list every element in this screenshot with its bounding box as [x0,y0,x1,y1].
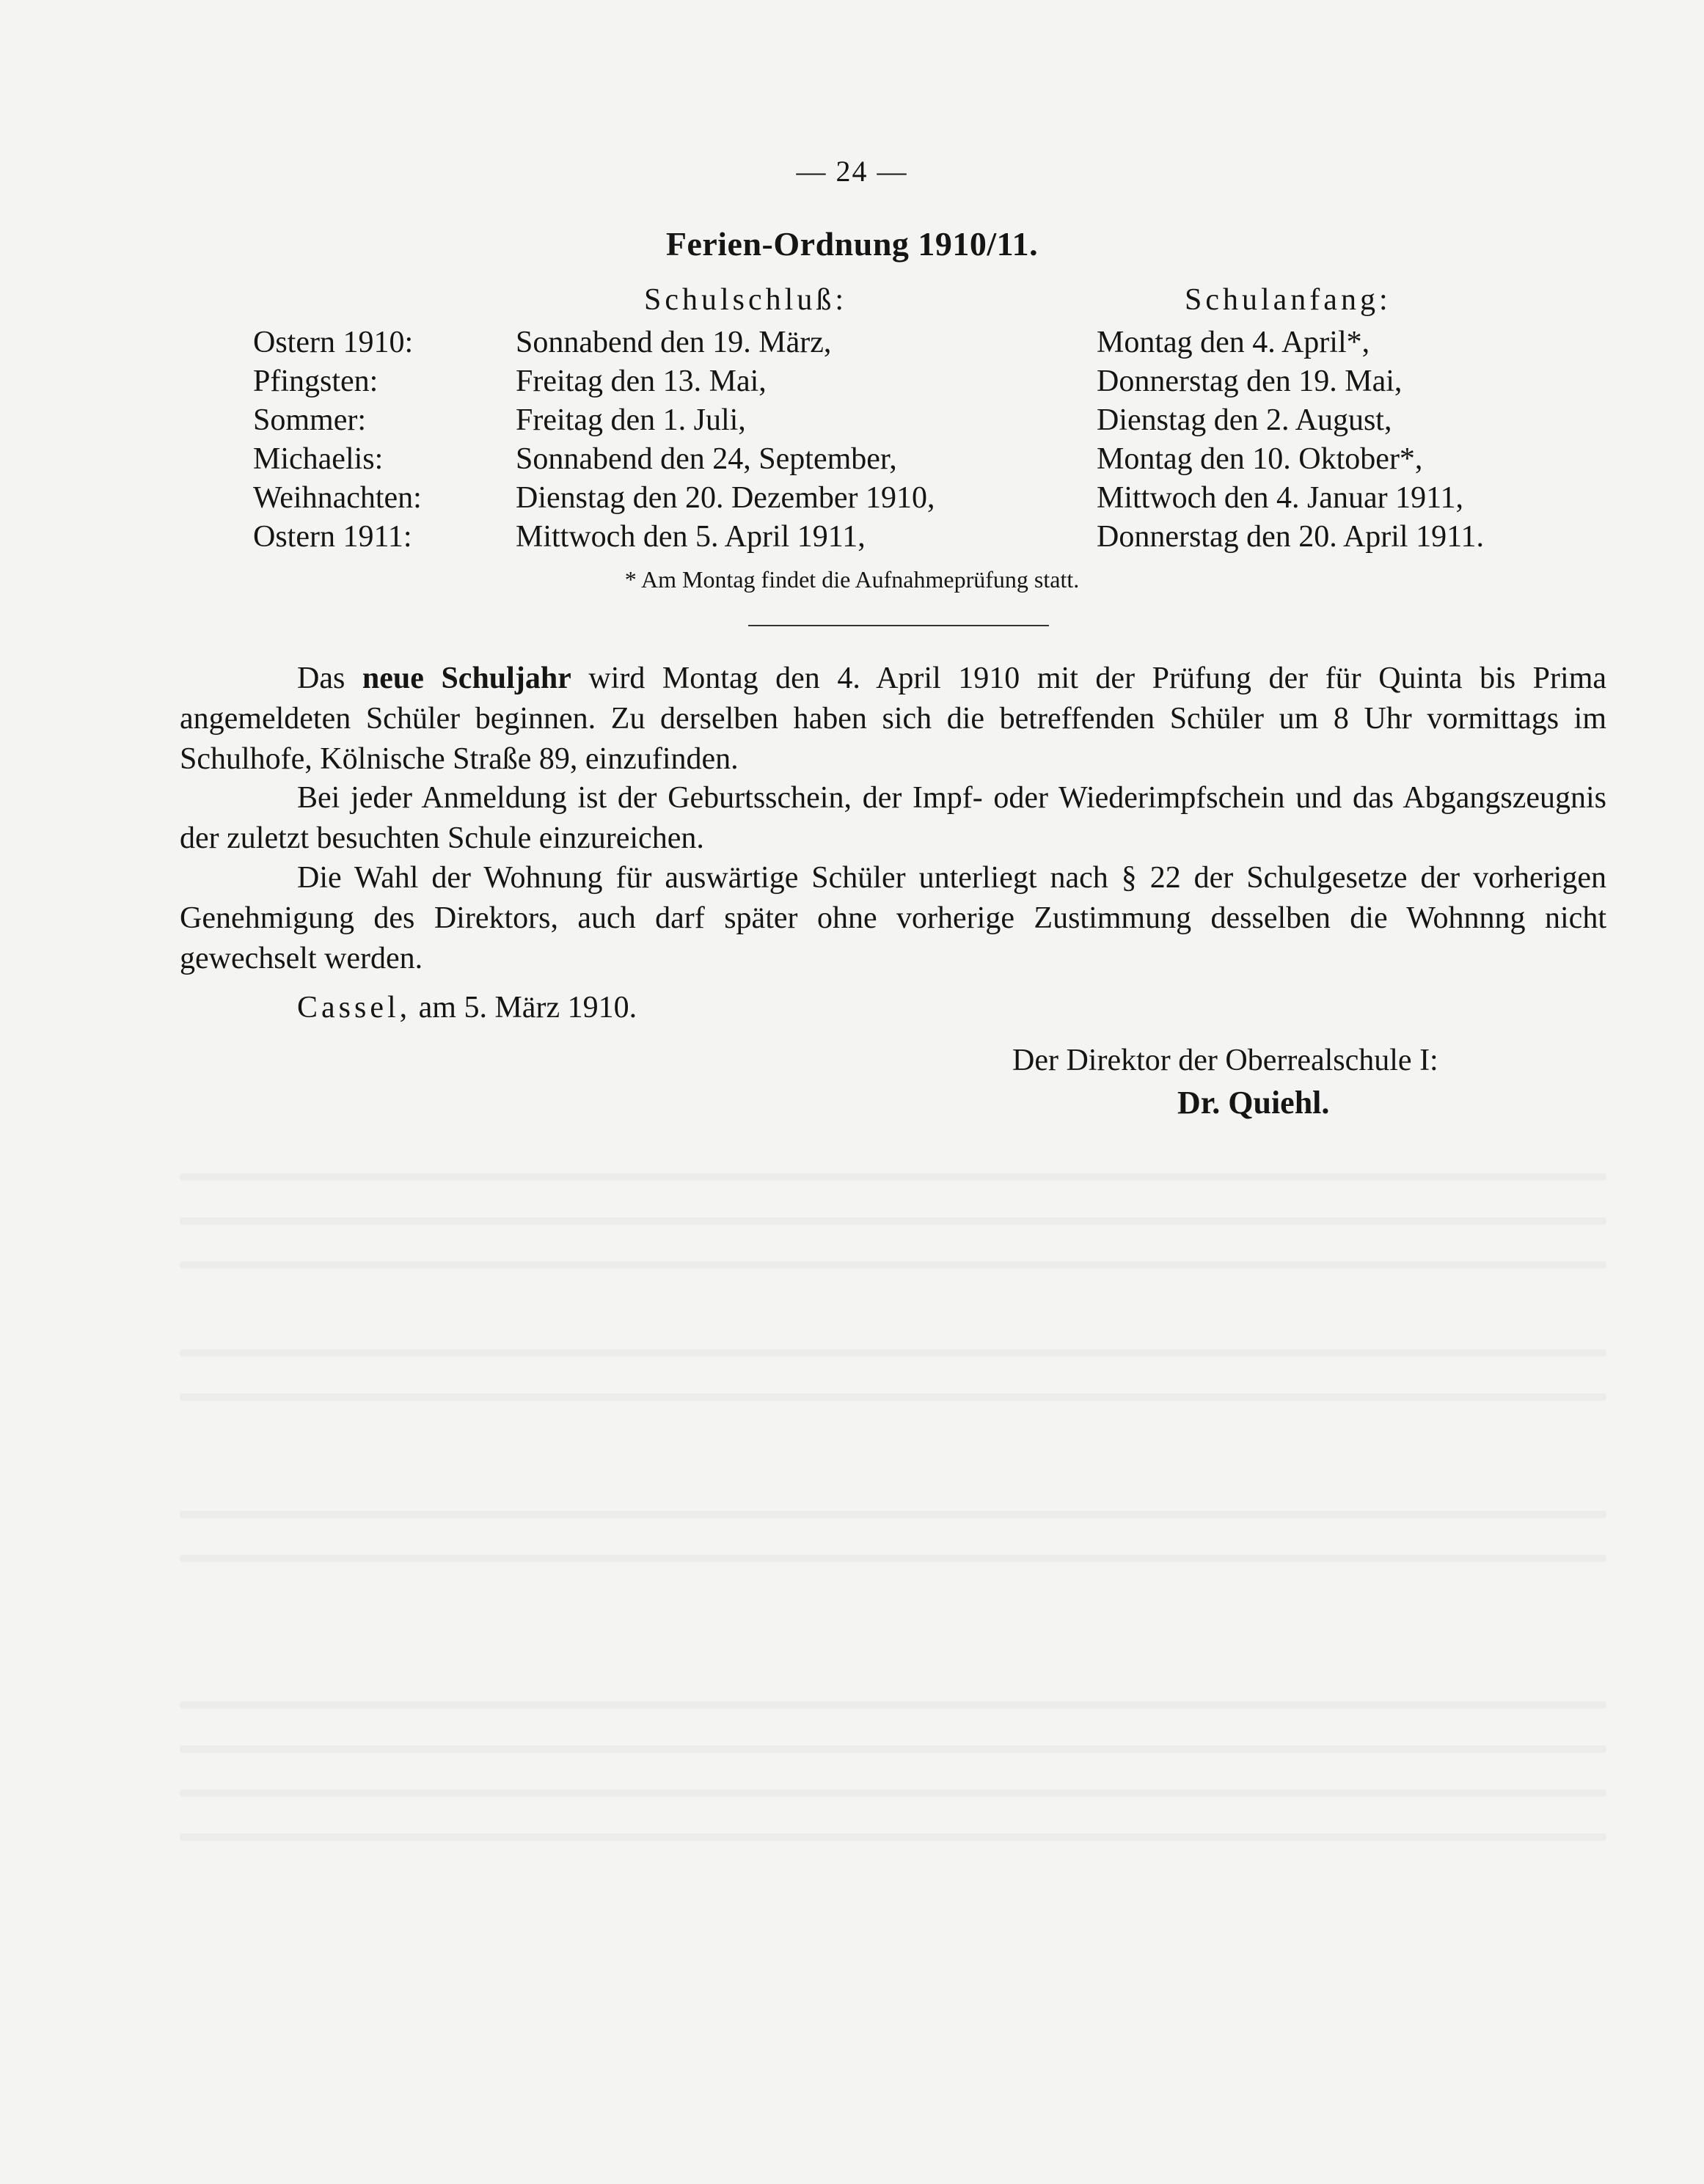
paragraph-text: Das [297,662,362,695]
school-start-date: Montag den 10. Oktober*, [1097,442,1423,476]
column-header-school-end: Schulschluß: [644,283,847,317]
paragraph-housing-rules: Die Wahl der Wohnung für auswärtige Schüler unterliegt nach § 22 der Schulgesetze der vorherigen Genehmigung des Direktors, auch darf später ohne vorherige Zustimmung desselben die Wohnnng nicht gewechselt werden. [180,861,1606,975]
holiday-name: Ostern 1911: [253,520,412,554]
bleed-through-line [180,1789,1606,1797]
bleed-through-line [180,1511,1606,1518]
section-divider [748,625,1049,626]
bleed-through-line [180,1833,1606,1841]
holiday-name: Michaelis: [253,442,384,476]
bleed-through-line [180,1349,1606,1357]
date: am 5. März 1910. [418,991,637,1025]
bleed-through-line [180,1173,1606,1181]
holiday-name: Ostern 1910: [253,326,414,359]
emphasis-new-school-year: neue Schuljahr [362,662,571,695]
holiday-name: Sommer: [253,403,366,437]
school-end-date: Sonnabend den 19. März, [516,326,832,359]
bleed-through-line [180,1217,1606,1225]
bleed-through-line [180,1261,1606,1269]
school-start-date: Montag den 4. April*, [1097,326,1370,359]
school-end-date: Freitag den 1. Juli, [516,403,746,437]
holiday-name: Weihnachten: [253,481,422,515]
holiday-name: Pfingsten: [253,364,379,398]
signatory-name: Dr. Quiehl. [1177,1085,1330,1121]
place-and-date [297,990,637,1025]
school-end-date: Freitag den 13. Mai, [516,364,767,398]
school-end-date: Dienstag den 20. Dezember 1910, [516,481,935,515]
bleed-through-line [180,1701,1606,1709]
school-start-date: Donnerstag den 19. Mai, [1097,364,1403,398]
school-start-date: Dienstag den 2. August, [1097,403,1392,437]
paragraph-registration-documents: Bei jeder Anmeldung ist der Geburtsschein, der Impf- oder Wiederimpfschein und das Abgangszeugnis der zuletzt besuchten Schule einzureichen. [180,781,1606,855]
column-header-school-start: Schulanfang: [1185,283,1392,317]
page-title: Ferien-Ordnung 1910/11. [665,225,1039,263]
school-start-date: Mittwoch den 4. Januar 1911, [1097,481,1464,515]
bleed-through-line [180,1745,1606,1753]
place: Cassel, [297,991,412,1025]
page-number: — 24 — [796,155,908,188]
school-end-date: Sonnabend den 24, September, [516,442,897,476]
school-end-date: Mittwoch den 5. April 1911, [516,520,866,554]
bleed-through-line [180,1393,1606,1401]
footnote: * Am Montag findet die Aufnahmeprüfung statt. [624,566,1080,593]
paragraph-text: wird Montag den 4. April 1910 mit der Prüfung der für Quinta bis Prima angemeldeten Schüler beginnen. Zu derselben haben sich die betreffenden Schüler um 8 Uhr vormittags im Schulhofe, Kölnische Straße 89, einzufinden. [180,662,1606,776]
school-start-date: Donnerstag den 20. April 1911. [1097,520,1485,554]
paragraph-new-school-year [180,659,1606,780]
bleed-through-line [180,1555,1606,1562]
signatory-role: Der Direktor der Oberrealschule I: [1012,1044,1438,1077]
